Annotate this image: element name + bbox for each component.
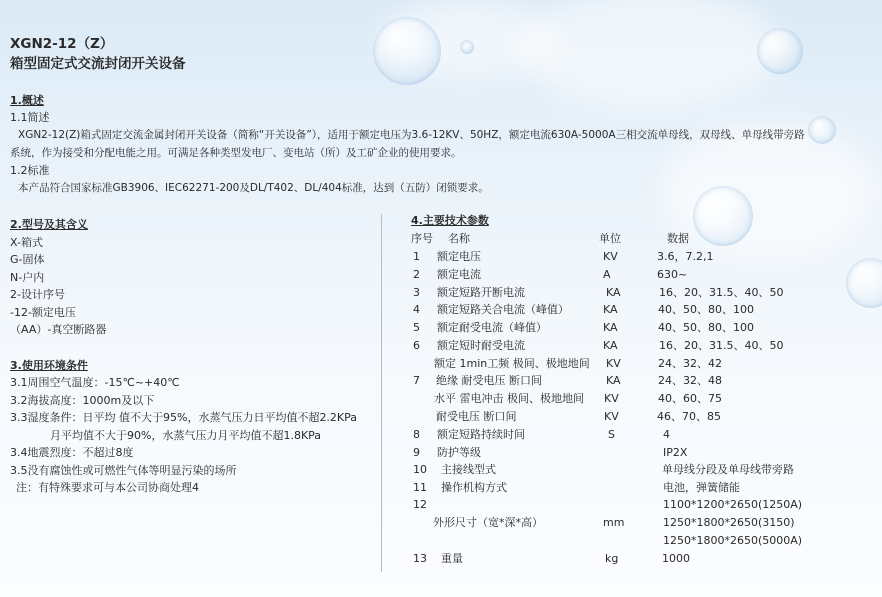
environment-item: 月平均值不大于90%，水蒸气压力月平均值不超1.8KPa (50, 429, 322, 442)
spec-row-unit: KA (606, 286, 621, 299)
spec-row-name: 额定短时耐受电流 (437, 339, 525, 352)
spec-row-value: 1250*1800*2650(5000A) (663, 534, 803, 547)
spec-row-value: 1250*1800*2650(3150) (663, 516, 795, 529)
spec-row-unit: mm (603, 516, 625, 529)
spec-row-name: 绝缘 耐受电压 断口间 (436, 374, 542, 387)
spec-row-number: 13 (413, 552, 427, 565)
bubble-decoration (373, 17, 441, 85)
spec-row-name: 额定电流 (437, 268, 481, 281)
model-item: （AA）-真空断路器 (10, 323, 107, 336)
spec-row-value: IP2X (663, 446, 688, 459)
spec-row-value: 4 (663, 428, 670, 441)
spec-row-unit: KV (606, 357, 621, 370)
spec-row-unit: KA (606, 374, 621, 387)
column-header-no: 序号 (411, 232, 433, 245)
spec-row-unit: S (608, 428, 615, 441)
environment-note: 注：有特殊要求可与本公司协商处理4 (16, 481, 199, 494)
section-heading-environment: 3.使用环境条件 (10, 359, 88, 372)
spec-row-name: 额定短路开断电流 (437, 286, 525, 299)
section-heading-overview: 1.概述 (10, 94, 44, 107)
spec-row-name: 重量 (441, 552, 463, 565)
page-title: XGN2-12（Z） (10, 36, 114, 52)
spec-row-number: 5 (413, 321, 420, 334)
subheading-brief: 1.1简述 (10, 111, 50, 124)
spec-row-unit: A (603, 268, 611, 281)
spec-row-name: 操作机构方式 (441, 481, 507, 494)
bubble-decoration (846, 258, 882, 308)
spec-row-unit: KA (603, 339, 618, 352)
environment-item: 3.5没有腐蚀性或可燃性气体等明显污染的场所 (10, 464, 237, 477)
spec-row-unit: KV (604, 410, 619, 423)
spec-row-name: 水平 雷电冲击 极间、极地地间 (434, 392, 584, 405)
spec-row-name: 额定耐受电流（峰值） (437, 321, 547, 334)
environment-item: 3.2海拔高度：1000m及以下 (10, 394, 155, 407)
spec-row-value: 40、50、80、100 (658, 303, 754, 316)
bubble-decoration (808, 116, 836, 144)
model-item: X-箱式 (10, 236, 43, 249)
subheading-standard: 1.2标准 (10, 164, 50, 177)
spec-row-name: 主接线型式 (441, 463, 496, 476)
spec-row-value: 630~ (657, 268, 688, 281)
spec-row-value: 40、50、80、100 (658, 321, 754, 334)
overview-paragraph-line1: XGN2-12(Z)箱式固定交流金属封闭开关设备（简称“开关设备”），适用于额定电压为3.6-12KV、50HZ，额定电流630A-5000A三相交流单母线，双母线、单母线带旁路 (18, 129, 805, 141)
spec-row-number: 12 (413, 498, 427, 511)
bubble-decoration (757, 28, 803, 74)
spec-row-value: 3.6，7.2,1 (657, 250, 714, 263)
spec-row-name: 外形尺寸（宽*深*高） (433, 516, 543, 529)
spec-row-number: 4 (413, 303, 420, 316)
column-header-data: 数据 (667, 232, 689, 245)
spec-row-value: 46、70、85 (657, 410, 721, 423)
model-item: G-固体 (10, 253, 45, 266)
background-cloud (520, 0, 780, 110)
spec-row-number: 9 (413, 446, 420, 459)
spec-row-name: 额定短路关合电流（峰值） (437, 303, 569, 316)
column-header-unit: 单位 (599, 232, 621, 245)
environment-item: 3.3湿度条件：日平均 值不大于95%，水蒸气压力日平均值不超2.2KPa (10, 411, 358, 424)
spec-row-value: 24、32、48 (658, 374, 722, 387)
spec-row-value: 1000 (662, 552, 690, 565)
column-divider (381, 214, 382, 572)
section-heading-model: 2.型号及其含义 (10, 218, 88, 231)
environment-item: 3.4地震烈度：不超过8度 (10, 446, 134, 459)
spec-row-number: 10 (413, 463, 427, 476)
spec-row-number: 7 (413, 374, 420, 387)
spec-row-value: 16、20、31.5、40、50 (659, 286, 784, 299)
spec-row-value: 单母线分段及单母线带旁路 (662, 463, 794, 476)
spec-row-unit: kg (605, 552, 619, 565)
spec-row-value: 1100*1200*2650(1250A) (663, 498, 803, 511)
model-item: -12-额定电压 (10, 306, 76, 319)
spec-row-value: 24、32、42 (658, 357, 722, 370)
bubble-decoration (693, 186, 753, 246)
spec-row-value: 40、60、75 (658, 392, 722, 405)
spec-row-name: 额定电压 (437, 250, 481, 263)
spec-row-value: 电池，弹簧储能 (663, 481, 740, 494)
spec-row-value: 16、20、31.5、40、50 (659, 339, 784, 352)
environment-item: 3.1周围空气温度：-15℃~+40℃ (10, 376, 180, 389)
spec-row-unit: KA (603, 321, 618, 334)
spec-row-unit: KA (603, 303, 618, 316)
spec-row-unit: KV (603, 250, 618, 263)
page-subtitle: 箱型固定式交流封闭开关设备 (10, 56, 186, 72)
spec-row-number: 3 (413, 286, 420, 299)
spec-row-number: 11 (413, 481, 427, 494)
spec-row-name: 耐受电压 断口间 (436, 410, 517, 423)
spec-row-number: 6 (413, 339, 420, 352)
spec-row-number: 1 (413, 250, 420, 263)
spec-row-number: 2 (413, 268, 420, 281)
column-header-name: 名称 (448, 232, 470, 245)
section-heading-specs: 4.主要技术参数 (411, 214, 489, 227)
overview-paragraph-line2: 系统，作为接受和分配电能之用。可满足各种类型发电厂、变电站（所）及工矿企业的使用要求。 (10, 147, 462, 159)
spec-row-number: 8 (413, 428, 420, 441)
standard-paragraph: 本产品符合国家标准GB3906、IEC62271-200及DL/T402、DL/404标准，达到（五防）闭锁要求。 (18, 182, 489, 194)
spec-row-name: 额定 1min工频 极间、极地地间 (434, 357, 590, 370)
model-item: 2-设计序号 (10, 288, 65, 301)
spec-row-name: 防护等级 (437, 446, 481, 459)
model-item: N-户内 (10, 271, 45, 284)
spec-row-unit: KV (604, 392, 619, 405)
spec-row-name: 额定短路持续时间 (437, 428, 525, 441)
bubble-decoration (460, 40, 474, 54)
